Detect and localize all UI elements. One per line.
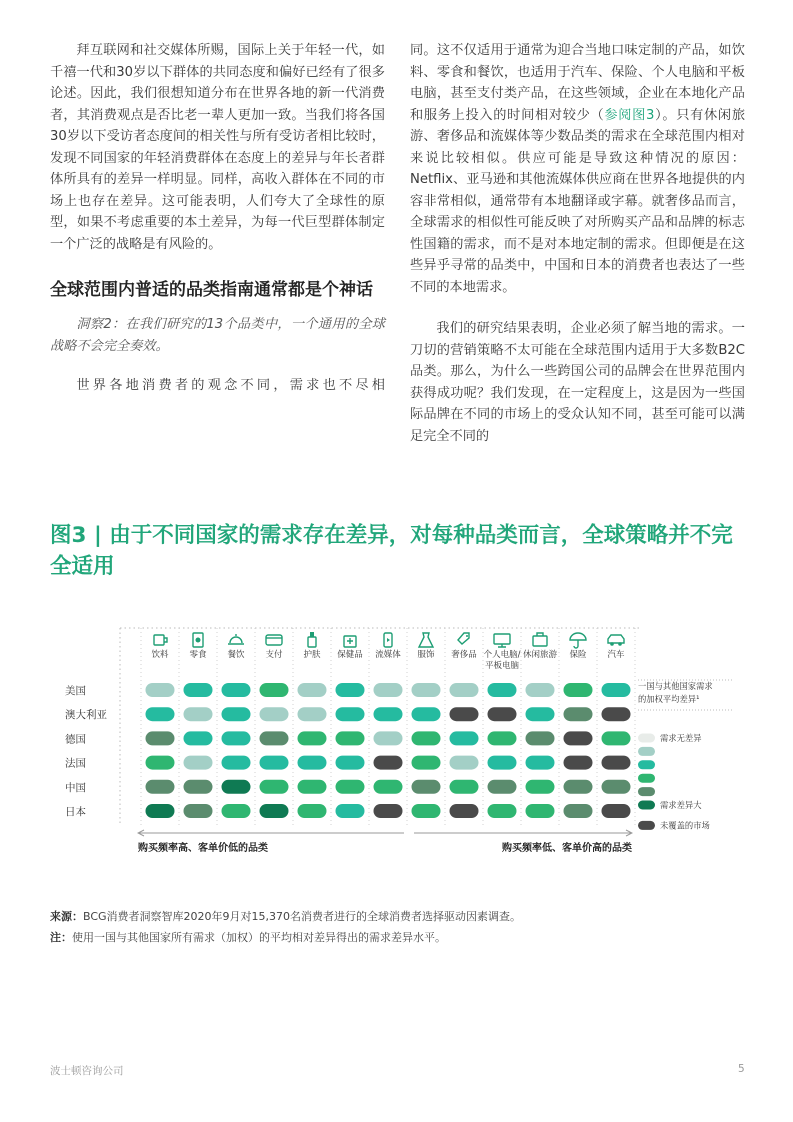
country-label: 中国 (65, 781, 86, 794)
country-label: 德国 (65, 733, 86, 746)
heatmap-cell (602, 683, 631, 697)
heatmap-cell (298, 804, 327, 818)
heatmap-cell (184, 707, 213, 721)
country-label: 美国 (65, 685, 86, 697)
travel-icon (533, 633, 547, 646)
right-paragraph-2: 我们的研究结果表明，企业必须了解当地的需求。一刀切的营销策略不太可能在全球范围内适用于大多数B2C品类。那么，为什么一些跨国公司的品牌会在世界范围内获得成功呢？我们发现，在一定程度上，这是因为一些国际品牌在不同的市场上的受众认知不同，甚至可能可以满足完全不同的 (410, 321, 745, 444)
heatmap-cell (222, 731, 251, 745)
heatmap-cell (564, 707, 593, 721)
category-label: 保健品 (337, 650, 363, 660)
heatmap-chart (40, 620, 755, 860)
heatmap-cell (564, 756, 593, 770)
country-label: 日本 (65, 806, 86, 818)
axis-left-label: 购买频率高、客单价低的品类 (138, 843, 268, 854)
heatmap-cell (184, 683, 213, 697)
heatmap-cell (336, 731, 365, 745)
heatmap-cell (412, 756, 441, 770)
category-label: 饮料 (151, 650, 169, 660)
category-label: 休闲旅游 (522, 650, 558, 660)
right-paragraph-1b: ）。只有休闲旅游、奢侈品和流媒体等少数品类的需求在全球范围内相对来说比较相似。供应可能是导致这种情况的原因：Netflix、亚马逊和其他流媒体供应商在世界各地提供的内容非常相似，通常带有本地翻译或字幕。就奢侈品而言，全球需求的相似性可能反映了对所购买产品和品牌的标志性国籍的需求，而不是对本地定制的需求。但即便是在这些异乎寻常的品类中，中国和日本的消费者也表达了一些不同的本地需求。 (410, 107, 746, 295)
right-column (410, 40, 745, 447)
heatmap-cell (184, 756, 213, 770)
heatmap-cell (146, 780, 175, 794)
heatmap-cell (298, 731, 327, 745)
heatmap-cell (298, 707, 327, 721)
heatmap-cell (298, 756, 327, 770)
category-label: 服饰 (417, 650, 435, 660)
axis-right-label: 购买频率低、客单价高的品类 (502, 843, 632, 854)
heatmap-cell (526, 756, 555, 770)
category-label: 零食 (189, 650, 207, 660)
legend-title: 的加权平均差异¹ (638, 694, 700, 704)
heatmap-cell (602, 731, 631, 745)
heatmap-cell (412, 683, 441, 697)
streaming-phone-icon (384, 633, 392, 647)
insight-2: 洞察2：在我们研究的13个品类中，一个通用的全球战略不会完全奏效。 (50, 317, 385, 354)
heatmap-cell (488, 731, 517, 745)
snack-icon (193, 633, 203, 647)
country-label: 法国 (65, 757, 86, 770)
heatmap-cell (526, 707, 555, 721)
heatmap-cell (184, 731, 213, 745)
heatmap-cell (222, 780, 251, 794)
heatmap-cell (184, 804, 213, 818)
legend-swatch (638, 774, 655, 783)
figure-notes (50, 906, 750, 948)
heatmap-cell (374, 683, 403, 697)
legend-low-label: 需求无差异 (660, 733, 702, 743)
category-label: 餐饮 (227, 650, 245, 660)
heatmap-cell (374, 780, 403, 794)
footnote: 注：使用一国与其他国家所有需求（加权）的平均相对差异得出的需求差异水平。 (50, 931, 446, 944)
dress-icon (419, 633, 433, 647)
heatmap-cell (564, 804, 593, 818)
right-paragraph-1a: 同。这不仅适用于通常为迎合当地口味定制的产品，如饮料、零食和餐饮，也适用于汽车、保险、个人电脑和平板电脑，甚至支付类产品，在这些领域，企业在本地化产品和服务上投入的时间相对较少（ (410, 43, 745, 123)
heatmap-cell (564, 731, 593, 745)
heatmap-cell (450, 804, 479, 818)
heatmap-cell (564, 780, 593, 794)
heatmap-cell (450, 683, 479, 697)
country-label: 澳大利亚 (65, 709, 107, 722)
heatmap-cell (260, 683, 289, 697)
heatmap-cell (260, 731, 289, 745)
heatmap-cell (260, 804, 289, 818)
heatmap-cell (412, 780, 441, 794)
heatmap-cell (526, 804, 555, 818)
heatmap-cell (564, 683, 593, 697)
category-label: 奢侈品 (451, 650, 477, 660)
legend-swatch (638, 747, 655, 756)
category-label: 支付 (265, 650, 283, 660)
category-label: 护肤 (303, 650, 321, 660)
heatmap-cell (260, 707, 289, 721)
heatmap-cell (146, 683, 175, 697)
category-label: 个人电脑/ (483, 650, 521, 660)
section-heading: 全球范围内普适的品类指南通常都是个神话 (50, 280, 373, 300)
heatmap-cell (602, 756, 631, 770)
heatmap-cell (488, 780, 517, 794)
heatmap-cell (488, 756, 517, 770)
heatmap-cell (374, 804, 403, 818)
legend-swatch-uncovered (638, 821, 655, 830)
legend-uncovered-label: 未覆盖的市场 (660, 820, 710, 831)
heatmap-cell (488, 804, 517, 818)
legend-swatch (638, 734, 655, 743)
heatmap-cell (526, 780, 555, 794)
heatmap-cell (602, 707, 631, 721)
heatmap-cell (336, 683, 365, 697)
heatmap-cell (222, 804, 251, 818)
heatmap-cell (146, 804, 175, 818)
heatmap-cell (374, 707, 403, 721)
heatmap-cell (374, 731, 403, 745)
heatmap-cell (450, 780, 479, 794)
heatmap-cell (374, 756, 403, 770)
heatmap-cell (146, 731, 175, 745)
legend-swatch (638, 801, 655, 810)
heatmap-cell (260, 780, 289, 794)
heatmap-cell (488, 683, 517, 697)
figure-title: 图3 | 由于不同国家的需求存在差异，对每种品类而言，全球策略并不完全适用 (50, 523, 733, 579)
page-number: 5 (738, 1063, 745, 1075)
heatmap-cell (222, 707, 251, 721)
heatmap-cell (412, 707, 441, 721)
heatmap-cell (488, 707, 517, 721)
footer-company: 波士顿咨询公司 (50, 1065, 124, 1077)
right-paragraph-1 (410, 40, 745, 298)
legend-swatch (638, 787, 655, 796)
payment-card-icon (266, 635, 282, 645)
category-label: 流媒体 (375, 650, 401, 660)
heatmap-cell (260, 756, 289, 770)
heatmap-cell (450, 756, 479, 770)
heatmap-cell (298, 683, 327, 697)
car-icon (608, 635, 624, 646)
heatmap-cell (298, 780, 327, 794)
heatmap-cell (412, 731, 441, 745)
left-paragraph-2: 世界各地消费者的观念不同，需求也不尽相 (76, 378, 385, 393)
left-column (50, 40, 385, 397)
heatmap-cell (336, 804, 365, 818)
heatmap-cell (146, 756, 175, 770)
heatmap-cell (222, 683, 251, 697)
legend-high-label: 需求差异大 (660, 800, 702, 810)
legend-title: 一国与其他国家需求 (638, 681, 713, 691)
category-label: 保险 (569, 650, 587, 660)
umbrella-icon (570, 633, 586, 648)
heatmap-cell (526, 731, 555, 745)
legend-swatch (638, 760, 655, 769)
category-label: 平板电脑 (484, 661, 520, 671)
heatmap-cell (602, 804, 631, 818)
figure-3-link[interactable]: 参阅图3 (604, 107, 655, 123)
heatmap-cell (336, 756, 365, 770)
heatmap-cell (336, 780, 365, 794)
heatmap-cell (450, 707, 479, 721)
source-note: 来源：BCG消费者洞察智库2020年9月对15,370名消费者进行的全球消费者选择驱动因素调查。 (50, 910, 522, 923)
luxury-tag-icon (458, 633, 469, 644)
category-label: 汽车 (607, 650, 625, 660)
cloche-icon (228, 634, 244, 644)
heatmap-cell (450, 731, 479, 745)
heatmap-cell (526, 683, 555, 697)
heatmap-cell (184, 780, 213, 794)
heatmap-cell (336, 707, 365, 721)
heatmap-cell (412, 804, 441, 818)
heatmap-cell (146, 707, 175, 721)
health-supplement-icon (344, 636, 356, 647)
cup-icon (154, 635, 167, 645)
heatmap-cell (222, 756, 251, 770)
heatmap-cell (602, 780, 631, 794)
skincare-bottle-icon (308, 632, 316, 647)
computer-monitor-icon (494, 634, 510, 647)
left-paragraph-1: 拜互联网和社交媒体所赐，国际上关于年轻一代，如千禧一代和30岁以下群体的共同态度和偏好已经有了很多论述。因此，我们很想知道分布在世界各地的新一代消费者，其消费观点是否比老一辈人更加一致。当我们将各国30岁以下受访者态度间的相关性与所有受访者相比较时，发现不同国家的年轻消费群体在态度上的差异与年长者群体所具有的差异一样明显。同样，高收入群体在不同的市场上也存在差异。这可能表明，人们夸大了全球性的原型，如果不考虑重要的本土差异，为每一代巨型群体制定一个广泛的战略是有风险的。 (50, 43, 385, 252)
